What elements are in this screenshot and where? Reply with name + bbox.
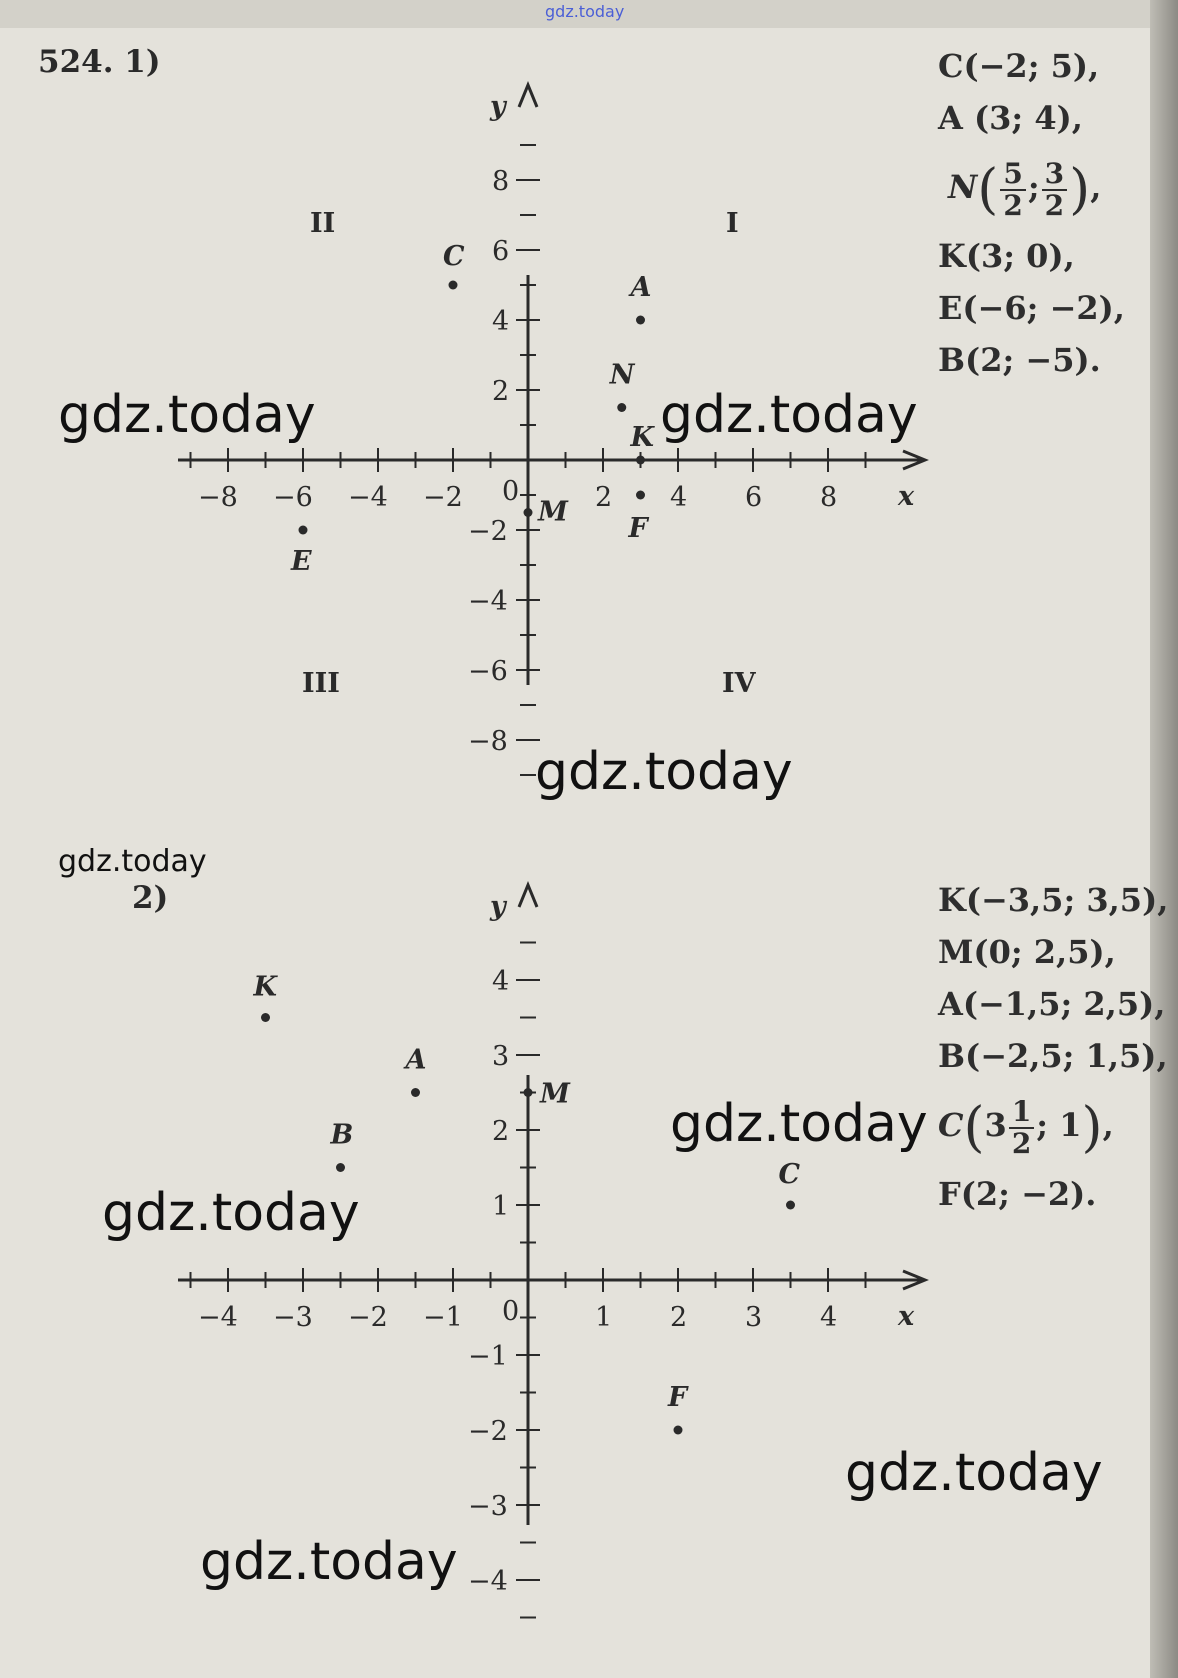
plot2-point-k: [261, 1013, 270, 1022]
plot1-y-tick-label: 4: [492, 306, 510, 337]
coord-c: C(3 $\frac{1}{2}$ ; 1),: [938, 1094, 1114, 1160]
plot1-y-tick-label: 8: [492, 166, 510, 197]
plot1-y-tick-label: 6: [492, 236, 510, 267]
plot1-point-label-m: M: [538, 496, 568, 528]
plot1-point-n: [617, 403, 626, 412]
plot2-x-tick-label: −4: [198, 1302, 238, 1333]
problem-number: 524. 1): [38, 44, 161, 80]
plot1-point-label-a: A: [630, 272, 652, 303]
plot2-point-c: [786, 1201, 795, 1210]
plot1-y-tick-label: −8: [468, 726, 508, 757]
plot2-y-tick-label: −4: [468, 1566, 508, 1597]
coord-a: A (3; 4),: [938, 99, 1083, 137]
watermark: gdz.today: [102, 1183, 360, 1243]
plot2-x-tick-label: 3: [745, 1302, 763, 1333]
watermark: gdz.today: [660, 385, 918, 445]
plot1-y-tick-label: −4: [468, 586, 508, 617]
plot1-origin-label: 0: [502, 476, 520, 507]
plot1-point-a: [636, 316, 645, 325]
plot1-x-tick-label: 6: [745, 482, 763, 513]
plot1-point-label-c: C: [443, 241, 465, 272]
fraction: $\frac{3}{2}$: [1042, 159, 1067, 221]
plot2-point-label-m: M: [540, 1078, 570, 1110]
plot1-point-label-k: K: [630, 422, 654, 453]
plot2-point-label-f: F: [668, 1382, 688, 1413]
plot2-y-tick-label: −1: [468, 1341, 508, 1372]
plot2-point-label-a: A: [405, 1044, 427, 1076]
plot1-point-k: [636, 456, 645, 465]
part-2-label: 2): [132, 880, 169, 916]
watermark: gdz.today: [58, 844, 207, 879]
plot1-x-tick-label: 2: [595, 482, 613, 513]
plot1-point-label-f: F: [628, 513, 648, 544]
plot1-point-label-n: N: [609, 359, 635, 391]
plot1-quadrant-i: I: [726, 208, 739, 239]
plot2-point-b: [336, 1163, 345, 1172]
plot1-y-tick-label: −6: [468, 656, 508, 687]
plot2-y-tick-label: 3: [492, 1041, 510, 1072]
plot2-x-axis-label: x: [898, 1301, 915, 1332]
coord-f: F(2; −2).: [938, 1175, 1097, 1213]
plot2-y-tick-label: 4: [492, 966, 510, 997]
plot1-y-axis-label: y: [490, 91, 506, 122]
watermark: gdz.today: [200, 1532, 458, 1592]
watermark: gdz.today: [845, 1443, 1103, 1503]
plot1-coordinates: [938, 40, 1125, 386]
plot1-quadrant-ii: II: [310, 208, 336, 239]
plot1-point-e: [299, 526, 308, 535]
plot1-point-c: [449, 281, 458, 290]
coord-c: C(−2; 5),: [938, 47, 1100, 85]
plot1-point-label-e: E: [291, 546, 312, 577]
plot1-x-tick-label: 4: [670, 482, 688, 513]
plot2-y-tick-label: −2: [468, 1416, 508, 1447]
coord-k: K(−3,5; 3,5),: [938, 881, 1169, 919]
plot2-point-m: [524, 1088, 533, 1097]
plot1-x-tick-label: 8: [820, 482, 838, 513]
plot2-x-tick-label: 2: [670, 1302, 688, 1333]
plot2-y-axis-label: y: [490, 891, 506, 922]
plot2-x-tick-label: −2: [348, 1302, 388, 1333]
plot1-x-tick-label: −6: [273, 482, 313, 513]
plot1-quadrant-iii: III: [302, 668, 340, 699]
plot2-y-tick-label: 2: [492, 1116, 510, 1147]
coord-n: N( $\frac{5}{2}$ ; $\frac{3}{2}$ ),: [948, 156, 1102, 222]
coord-b: B(2; −5).: [938, 341, 1101, 379]
plot1-x-tick-label: −4: [348, 482, 388, 513]
plot2-plane: [178, 885, 925, 1618]
plot2-point-label-b: B: [330, 1119, 354, 1151]
plot2-point-label-k: K: [253, 971, 277, 1003]
watermark: gdz.today: [535, 742, 793, 802]
plot1-y-arrow: [519, 85, 537, 107]
plot1-quadrant-iv: IV: [722, 668, 756, 699]
fraction: $\frac{5}{2}$: [1000, 159, 1025, 221]
plot2-x-tick-label: −3: [273, 1302, 313, 1333]
plot1-x-tick-label: −2: [423, 482, 463, 513]
plot2-point-a: [411, 1088, 420, 1097]
plot2-coordinates: [938, 874, 1168, 1220]
plot2-x-tick-label: 1: [595, 1302, 613, 1333]
plot1-y-tick-label: −2: [468, 516, 508, 547]
plot2-point-f: [674, 1426, 683, 1435]
coord-a: A(−1,5; 2,5),: [938, 985, 1166, 1023]
watermark: gdz.today: [670, 1094, 928, 1154]
watermark: gdz.today: [58, 385, 316, 445]
coord-e: E(−6; −2),: [938, 289, 1125, 327]
plot2-y-arrow: [519, 885, 537, 907]
plot2-x-tick-label: −1: [423, 1302, 463, 1333]
coord-b: B(−2,5; 1,5),: [938, 1037, 1168, 1075]
plot1-x-axis-label: x: [898, 481, 915, 512]
plot2-y-tick-label: 1: [492, 1191, 510, 1222]
plot1-point-m: [524, 508, 533, 517]
watermark-top: gdz.today: [545, 2, 625, 21]
fraction: $\frac{1}{2}$: [1009, 1097, 1034, 1159]
coord-k: K(3; 0),: [938, 237, 1075, 275]
plot1-point-f: [636, 491, 645, 500]
plot1-y-tick-label: 2: [492, 376, 510, 407]
plot2-point-label-c: C: [778, 1159, 800, 1190]
plot2-x-tick-label: 4: [820, 1302, 838, 1333]
plot2-origin-label: 0: [502, 1296, 520, 1327]
plot2-y-tick-label: −3: [468, 1491, 508, 1522]
plot1-x-tick-label: −8: [198, 482, 238, 513]
coord-m: M(0; 2,5),: [938, 933, 1116, 971]
